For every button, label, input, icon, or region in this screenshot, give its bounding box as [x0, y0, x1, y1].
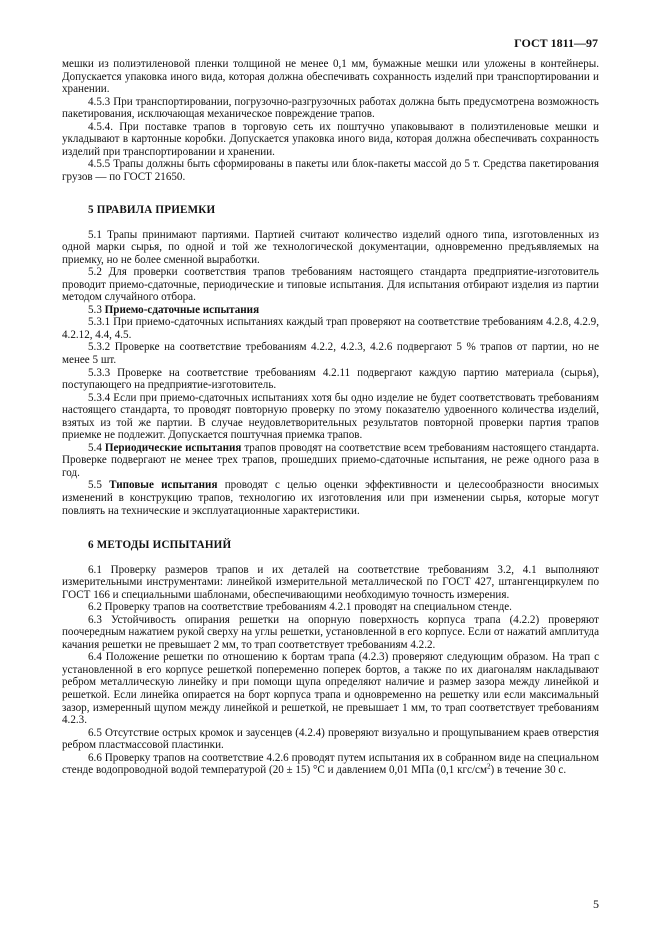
paragraph-5-1: 5.1 Трапы принимают партиями. Партией считают количество изделий одного типа, изготовленных из одной марки сырья, по одной и той же технологической документации, одновременно предъявляемых на приемку, но не более сменной выработки.	[62, 228, 599, 266]
clause-heading: Типовые испытания	[109, 479, 218, 492]
paragraph-6-1: 6.1 Проверку размеров трапов и их деталей на соответствие требованиям 3.2, 4.1 выполняют измерительными инструментами: линейкой измерительной металлической по ГОСТ 427, штангенциркулем по ГОСТ 166 и специальными шаблонами, обеспечивающими необходимую точность измерения.	[62, 563, 599, 601]
paragraph-6-2: 6.2 Проверку трапов на соответствие требованиям 4.2.1 проводят на специальном стенде.	[88, 601, 512, 614]
paragraph: мешки из полиэтиленовой пленки толщиной не менее 0,1 мм, бумажные мешки или уложены в контейнеры. Допускается упаковка иного вида, которая должна обеспечивать сохранность изделий при транспортировании и хранении.	[62, 58, 599, 96]
section-6-heading: 6 МЕТОДЫ ИСПЫТАНИЙ	[88, 539, 232, 551]
paragraph-6-6	[62, 752, 599, 777]
clause-number: 5.4	[88, 441, 102, 454]
clause-text: ) в течение 30 с.	[490, 764, 567, 777]
clause-text: проводят с целью оценки эффективности и целесообразности вносимых изменений в конструкцию трапов, технологию их изготовления или при изменении сырья, которые могут повлиять на технические и эксплуатационные характеристики.	[62, 479, 599, 517]
paragraph-4-5-3: 4.5.3 При транспортировании, погрузочно-разгрузочных работах должна быть предусмотрена возможность пакетирования, исключающая механическое повреждение трапов.	[62, 95, 599, 121]
section-6	[62, 539, 599, 777]
clause-heading: Приемо-сдаточные испытания	[104, 303, 260, 316]
paragraph-6-5: 6.5 Отсутствие острых кромок и заусенцев (4.2.4) проверяют визуально и прощупыванием краев отверстия ребром пластмассовой пластинки.	[62, 726, 599, 752]
superscript: 2	[487, 762, 491, 771]
clause-number: 5.5	[88, 479, 102, 492]
page-number: 5	[593, 897, 599, 911]
clause-heading: Периодические испытания	[104, 441, 242, 454]
section-5	[62, 204, 599, 517]
section-4-tail	[62, 58, 599, 183]
clause-number: 5.3	[88, 303, 102, 316]
paragraph-5-3	[62, 304, 599, 317]
paragraph-5-5	[62, 479, 599, 517]
paragraph-5-3-1: 5.3.1 При приемо-сдаточных испытаниях каждый трап проверяют на соответствие требованиям 4.2.8, 4.2.9, 4.2.12, 4.4, 4.5.	[62, 316, 599, 341]
paragraph-6-4: 6.4 Положение решетки по отношению к бортам трапа (4.2.3) проверяют следующим образом. На трап с установленной в его корпусе решеткой попеременно поперек бортов, а также по их диагоналям накладывают ребром металлическую линейку и при помощи щупа определяют наличие и размер зазора между линейкой и решеткой. Если линейка опирается на борт корпуса трапа и одновременно на решетку или если максимальный зазор, измеренный щупом между линейкой и решеткой, не превышает 1 мм, то трап соответствует требованиям 4.2.3.	[62, 651, 599, 727]
section-5-heading: 5 ПРАВИЛА ПРИЕМКИ	[88, 204, 216, 216]
paragraph-5-2: 5.2 Для проверки соответствия трапов требованиям настоящего стандарта предприятие-изготовитель проводит приемо-сдаточные, периодические и типовые испытания. Для испытания отбирают изделия из партии методом случайного отбора.	[62, 266, 599, 304]
paragraph-5-3-2: 5.3.2 Проверке на соответствие требованиям 4.2.2, 4.2.3, 4.2.6 подвергают 5 % трапов от партии, но не менее 5 шт.	[62, 341, 599, 367]
clause-text: 6.6 Проверку трапов на соответствие 4.2.6 проводят путем испытания их в собранном виде на специальном стенде водопроводной водой температурой (20 ± 15) °С и давлением 0,01 МПа (0,1 кгс/см	[62, 751, 599, 777]
paragraph-4-5-5: 4.5.5 Трапы должны быть сформированы в пакеты или блок-пакеты массой до 5 т. Средства пакетирования грузов — по ГОСТ 21650.	[62, 158, 599, 183]
page-header: ГОСТ 1811—97	[514, 36, 598, 50]
paragraph-5-3-4: 5.3.4 Если при приемо-сдаточных испытаниях хотя бы одно изделие не будет соответствовать требованиям настоящего стандарта, то проводят повторную проверку по этому показателю удвоенного количества изделий, взятых из той же партии. В случае неудовлетворительных результатов повторной проверки партия трапов приемке не подлежит. Допускается поштучная приемка трапов.	[62, 391, 599, 442]
clause-text: трапов проводят на соответствие всем требованиям настоящего стандарта. Проверке подвергают не менее трех трапов, прошедших приемо-сдаточные испытания, не реже одного раза в год.	[62, 441, 599, 479]
paragraph-4-5-4: 4.5.4. При поставке трапов в торговую сеть их поштучно упаковывают в полиэтиленовые мешки и укладывают в картонные коробки. Допускается упаковка иного вида, которая должна обеспечивать сохранность изделий при транспортировании и хранении.	[62, 120, 599, 158]
paragraph-6-3: 6.3 Устойчивость опирания решетки на опорную поверхность корпуса трапа (4.2.2) проверяют поочередным нажатием рукой сверху на углы решетки, установленной в его корпусе. Если от нажатий амплитуда качания решетки не превышает 2 мм, то трап соответствует требованиям 4.2.2.	[62, 613, 599, 651]
paragraph-5-3-3: 5.3.3 Проверке на соответствие требованиям 4.2.11 подвергают каждую партию материала (сырья), поступающего на предприятие-изготовитель.	[62, 366, 599, 392]
paragraph-5-4	[62, 442, 599, 480]
